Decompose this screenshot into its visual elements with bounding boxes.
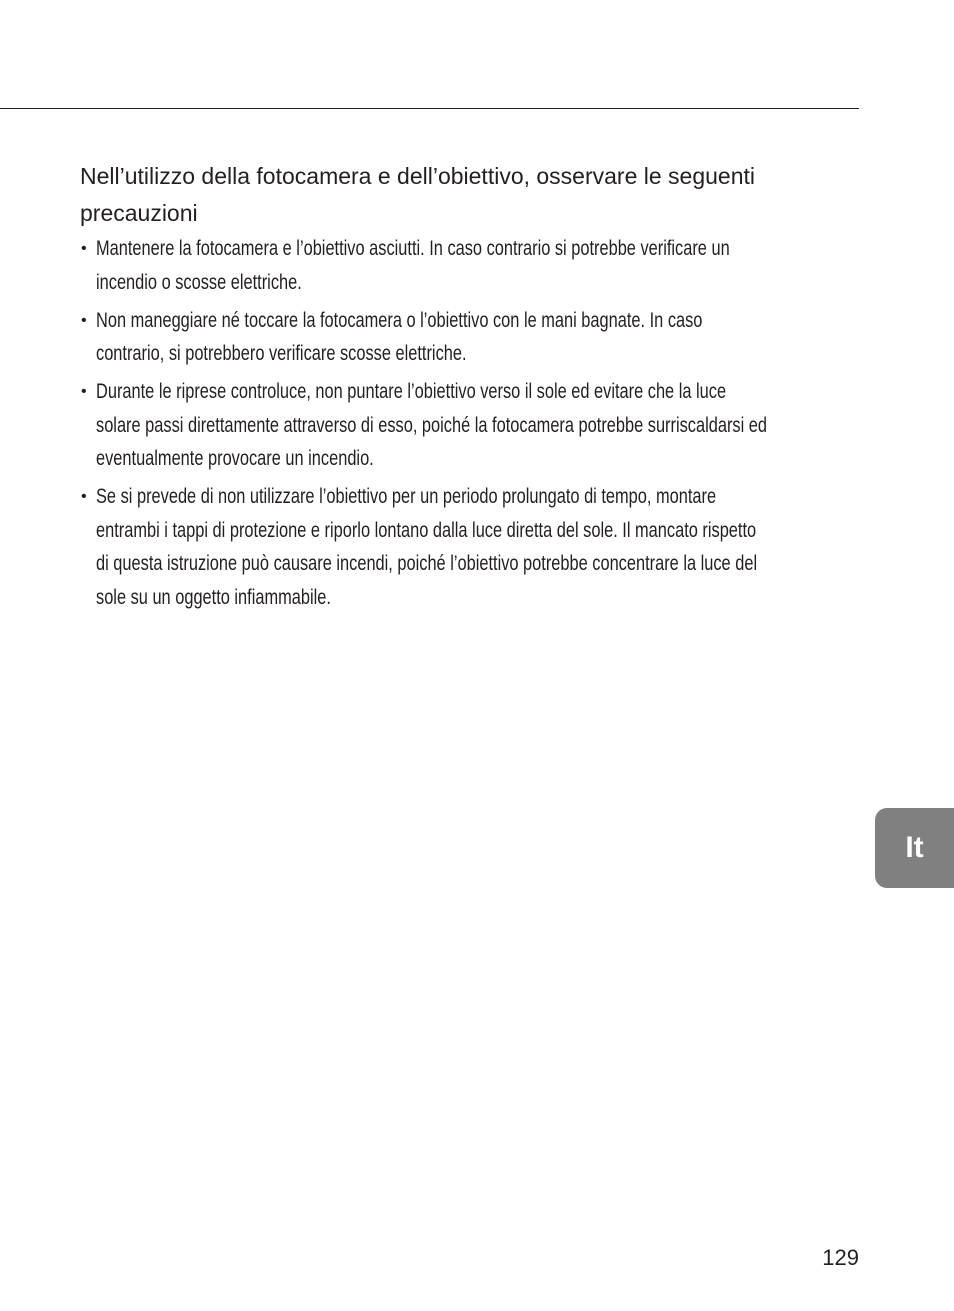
language-tab — [875, 808, 954, 888]
item-line: Non maneggiare né toccare la fotocamera o l’obiettivo con le mani bagnate. In caso — [96, 309, 703, 332]
bullet: • — [81, 312, 87, 329]
item-line: Mantenere la fotocamera e l’obiettivo asciutti. In caso contrario si potrebbe verificare un — [96, 237, 730, 260]
bullet: • — [81, 488, 87, 505]
bullet: • — [81, 383, 87, 400]
item-line: Se si prevede di non utilizzare l’obiettivo per un periodo prolungato di tempo, montare — [96, 485, 717, 508]
page-number: 129 — [822, 1245, 859, 1270]
item-line: solare passi direttamente attraverso di esso, poiché la fotocamera potrebbe surriscaldarsi ed — [96, 414, 768, 437]
header-rule — [0, 108, 859, 109]
item-line: incendio o scosse elettriche. — [96, 271, 302, 294]
item-line: entrambi i tappi di protezione e riporlo lontano dalla luce diretta del sole. Il mancato rispetto — [96, 519, 757, 542]
item-line: contrario, si potrebbero verificare scosse elettriche. — [96, 342, 467, 365]
language-tab-label: It — [905, 831, 924, 864]
item-line: eventualmente provocare un incendio. — [96, 447, 374, 470]
item-line: di questa istruzione può causare incendi, poiché l’obiettivo potrebbe concentrare la luce del — [96, 552, 758, 575]
section-heading: Nell’utilizzo della fotocamera e dell’obiettivo, osservare le seguenti precauzioni — [80, 163, 756, 226]
bullet: • — [81, 240, 87, 257]
item-line: sole su un oggetto infiammabile. — [96, 586, 331, 609]
item-line: Durante le riprese controluce, non puntare l’obiettivo verso il sole ed evitare che la luce — [96, 380, 727, 403]
